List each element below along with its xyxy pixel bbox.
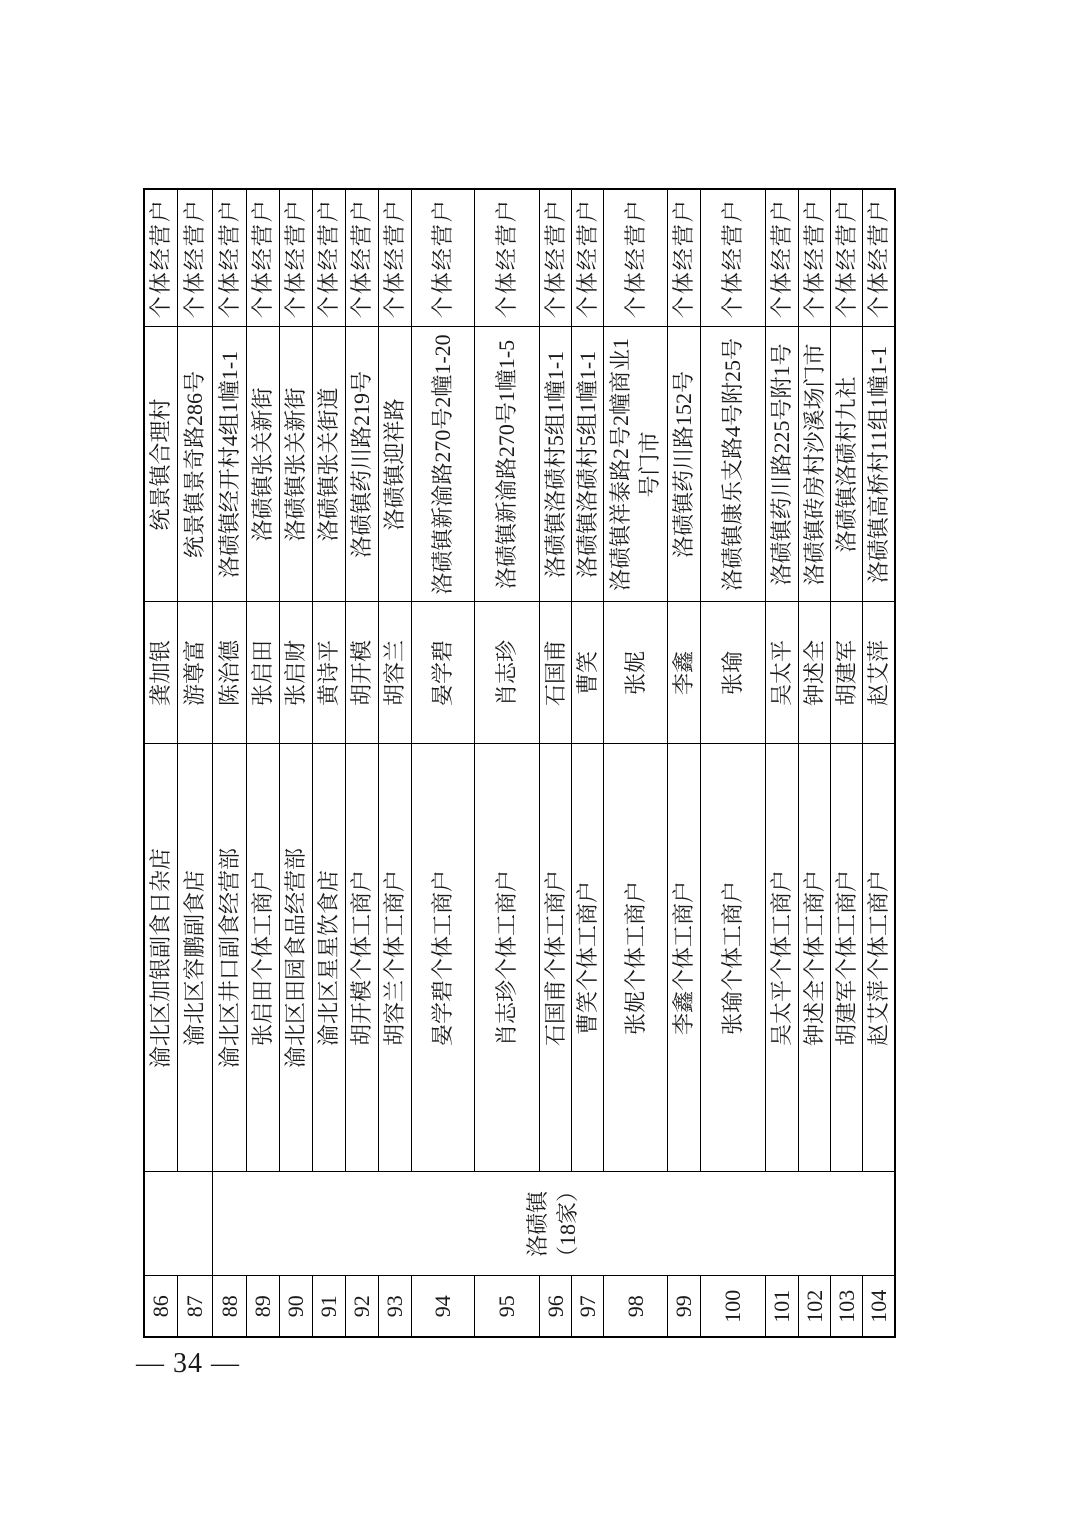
operator-cell: 赵艾萍 <box>862 602 895 744</box>
table-row <box>378 189 411 1337</box>
type-cell: 个体经营户 <box>539 189 571 327</box>
type-cell: 个体经营户 <box>212 189 246 327</box>
town-name-label: 洛碛镇 <box>525 1191 551 1258</box>
address-cell: 洛碛镇康乐支路4号附25号 <box>700 327 765 602</box>
operator-cell: 曹笑 <box>571 602 603 744</box>
table-row <box>177 189 212 1337</box>
table-row <box>765 189 798 1337</box>
table-row <box>667 189 700 1337</box>
address-cell: 洛碛镇张关新街 <box>279 327 312 602</box>
row-number-cell: 101 <box>765 1276 798 1337</box>
table-row <box>312 189 345 1337</box>
row-number-cell: 93 <box>378 1276 411 1337</box>
operator-cell: 张启田 <box>246 602 279 744</box>
address-cell: 洛碛镇张关新街 <box>246 327 279 602</box>
operator-cell: 龚加银 <box>144 602 177 744</box>
address-cell: 洛碛镇洛碛村5组1幢1-1 <box>571 327 603 602</box>
address-cell: 洛碛镇祥泰路2号2幢商业1号门市 <box>603 327 667 602</box>
table-row <box>345 189 378 1337</box>
type-cell: 个体经营户 <box>667 189 700 327</box>
address-cell: 洛碛镇砖房村沙溪场门市 <box>798 327 830 602</box>
operator-cell: 吴太平 <box>765 602 798 744</box>
address-cell: 洛碛镇药川路219号 <box>345 327 378 602</box>
type-cell: 个体经营户 <box>411 189 474 327</box>
type-cell: 个体经营户 <box>830 189 862 327</box>
business-name-cell: 胡建军个体工商户 <box>830 744 862 1172</box>
operator-cell: 游尊富 <box>177 602 212 744</box>
business-name-cell: 李鑫个体工商户 <box>667 744 700 1172</box>
table-row <box>700 189 765 1337</box>
type-cell: 个体经营户 <box>571 189 603 327</box>
type-cell: 个体经营户 <box>144 189 177 327</box>
address-cell: 统景镇合理村 <box>144 327 177 602</box>
address-cell: 洛碛镇张关街道 <box>312 327 345 602</box>
address-cell: 洛碛镇迎祥路 <box>378 327 411 602</box>
type-cell: 个体经营户 <box>177 189 212 327</box>
operator-cell: 胡建军 <box>830 602 862 744</box>
row-number-cell: 86 <box>144 1276 177 1337</box>
row-number-cell: 92 <box>345 1276 378 1337</box>
business-name-cell: 渝北区星星饮食店 <box>312 744 345 1172</box>
row-number-cell: 87 <box>177 1276 212 1337</box>
business-name-cell: 胡容兰个体工商户 <box>378 744 411 1172</box>
business-name-cell: 张妮个体工商户 <box>603 744 667 1172</box>
operator-cell: 胡开模 <box>345 602 378 744</box>
table-row <box>474 189 539 1337</box>
row-number-cell: 89 <box>246 1276 279 1337</box>
table-row <box>830 189 862 1337</box>
table-row <box>144 189 177 1337</box>
business-name-cell: 晏学碧个体工商户 <box>411 744 474 1172</box>
row-number-cell: 97 <box>571 1276 603 1337</box>
row-number-cell: 95 <box>474 1276 539 1337</box>
address-cell: 洛碛镇新渝路270号1幢1-5 <box>474 327 539 602</box>
town-count-label: （18家） <box>555 1180 581 1269</box>
table-row <box>246 189 279 1337</box>
type-cell: 个体经营户 <box>474 189 539 327</box>
business-name-cell: 肖志珍个体工商户 <box>474 744 539 1172</box>
operator-cell: 张妮 <box>603 602 667 744</box>
type-cell: 个体经营户 <box>378 189 411 327</box>
address-cell: 洛碛镇高桥村11组1幢1-1 <box>862 327 895 602</box>
operator-cell: 李鑫 <box>667 602 700 744</box>
operator-cell: 石国甫 <box>539 602 571 744</box>
type-cell: 个体经营户 <box>246 189 279 327</box>
operator-cell: 钟述全 <box>798 602 830 744</box>
table-row <box>212 189 246 1337</box>
type-cell: 个体经营户 <box>279 189 312 327</box>
operator-cell: 晏学碧 <box>411 602 474 744</box>
row-number-cell: 98 <box>603 1276 667 1337</box>
business-name-cell: 石国甫个体工商户 <box>539 744 571 1172</box>
address-cell: 统景镇景奇路286号 <box>177 327 212 602</box>
business-name-cell: 赵艾萍个体工商户 <box>862 744 895 1172</box>
type-cell: 个体经营户 <box>312 189 345 327</box>
table-row <box>798 189 830 1337</box>
table-row <box>571 189 603 1337</box>
business-name-cell: 张启田个体工商户 <box>246 744 279 1172</box>
row-number-cell: 94 <box>411 1276 474 1337</box>
business-name-cell: 曹笑个体工商户 <box>571 744 603 1172</box>
operator-cell: 胡容兰 <box>378 602 411 744</box>
operator-cell: 肖志珍 <box>474 602 539 744</box>
address-cell: 洛碛镇药川路225号附1号 <box>765 327 798 602</box>
type-cell: 个体经营户 <box>700 189 765 327</box>
address-cell: 洛碛镇药川路152号 <box>667 327 700 602</box>
row-number-cell: 91 <box>312 1276 345 1337</box>
rotated-table-container <box>143 190 894 1338</box>
operator-cell: 黄诗平 <box>312 602 345 744</box>
business-name-cell: 渝北区井口副食经营部 <box>212 744 246 1172</box>
type-cell: 个体经营户 <box>862 189 895 327</box>
town-cell-continued <box>144 1172 212 1276</box>
business-name-cell: 吴太平个体工商户 <box>765 744 798 1172</box>
table-row <box>862 189 895 1337</box>
business-registry-table <box>143 188 896 1338</box>
type-cell: 个体经营户 <box>798 189 830 327</box>
business-name-cell: 张瑜个体工商户 <box>700 744 765 1172</box>
row-number-cell: 100 <box>700 1276 765 1337</box>
operator-cell: 张瑜 <box>700 602 765 744</box>
row-number-cell: 90 <box>279 1276 312 1337</box>
business-name-cell: 渝北区容鹏副食店 <box>177 744 212 1172</box>
business-name-cell: 胡开模个体工商户 <box>345 744 378 1172</box>
address-cell: 洛碛镇新渝路270号2幢1-20 <box>411 327 474 602</box>
table-row <box>603 189 667 1337</box>
page-number: — 34 — <box>136 1348 240 1379</box>
table-row <box>539 189 571 1337</box>
address-cell: 洛碛镇洛碛村5组1幢1-1 <box>539 327 571 602</box>
row-number-cell: 88 <box>212 1276 246 1337</box>
row-number-cell: 99 <box>667 1276 700 1337</box>
town-cell <box>212 1172 895 1276</box>
operator-cell: 陈治德 <box>212 602 246 744</box>
address-cell: 洛碛镇洛碛村九社 <box>830 327 862 602</box>
type-cell: 个体经营户 <box>603 189 667 327</box>
type-cell: 个体经营户 <box>345 189 378 327</box>
business-name-cell: 钟述全个体工商户 <box>798 744 830 1172</box>
table-row <box>411 189 474 1337</box>
row-number-cell: 102 <box>798 1276 830 1337</box>
row-number-cell: 96 <box>539 1276 571 1337</box>
row-number-cell: 103 <box>830 1276 862 1337</box>
business-name-cell: 渝北区加银副食日杂店 <box>144 744 177 1172</box>
operator-cell: 张启财 <box>279 602 312 744</box>
table-row <box>279 189 312 1337</box>
type-cell: 个体经营户 <box>765 189 798 327</box>
address-cell: 洛碛镇经开村4组1幢1-1 <box>212 327 246 602</box>
row-number-cell: 104 <box>862 1276 895 1337</box>
business-name-cell: 渝北区田园食品经营部 <box>279 744 312 1172</box>
